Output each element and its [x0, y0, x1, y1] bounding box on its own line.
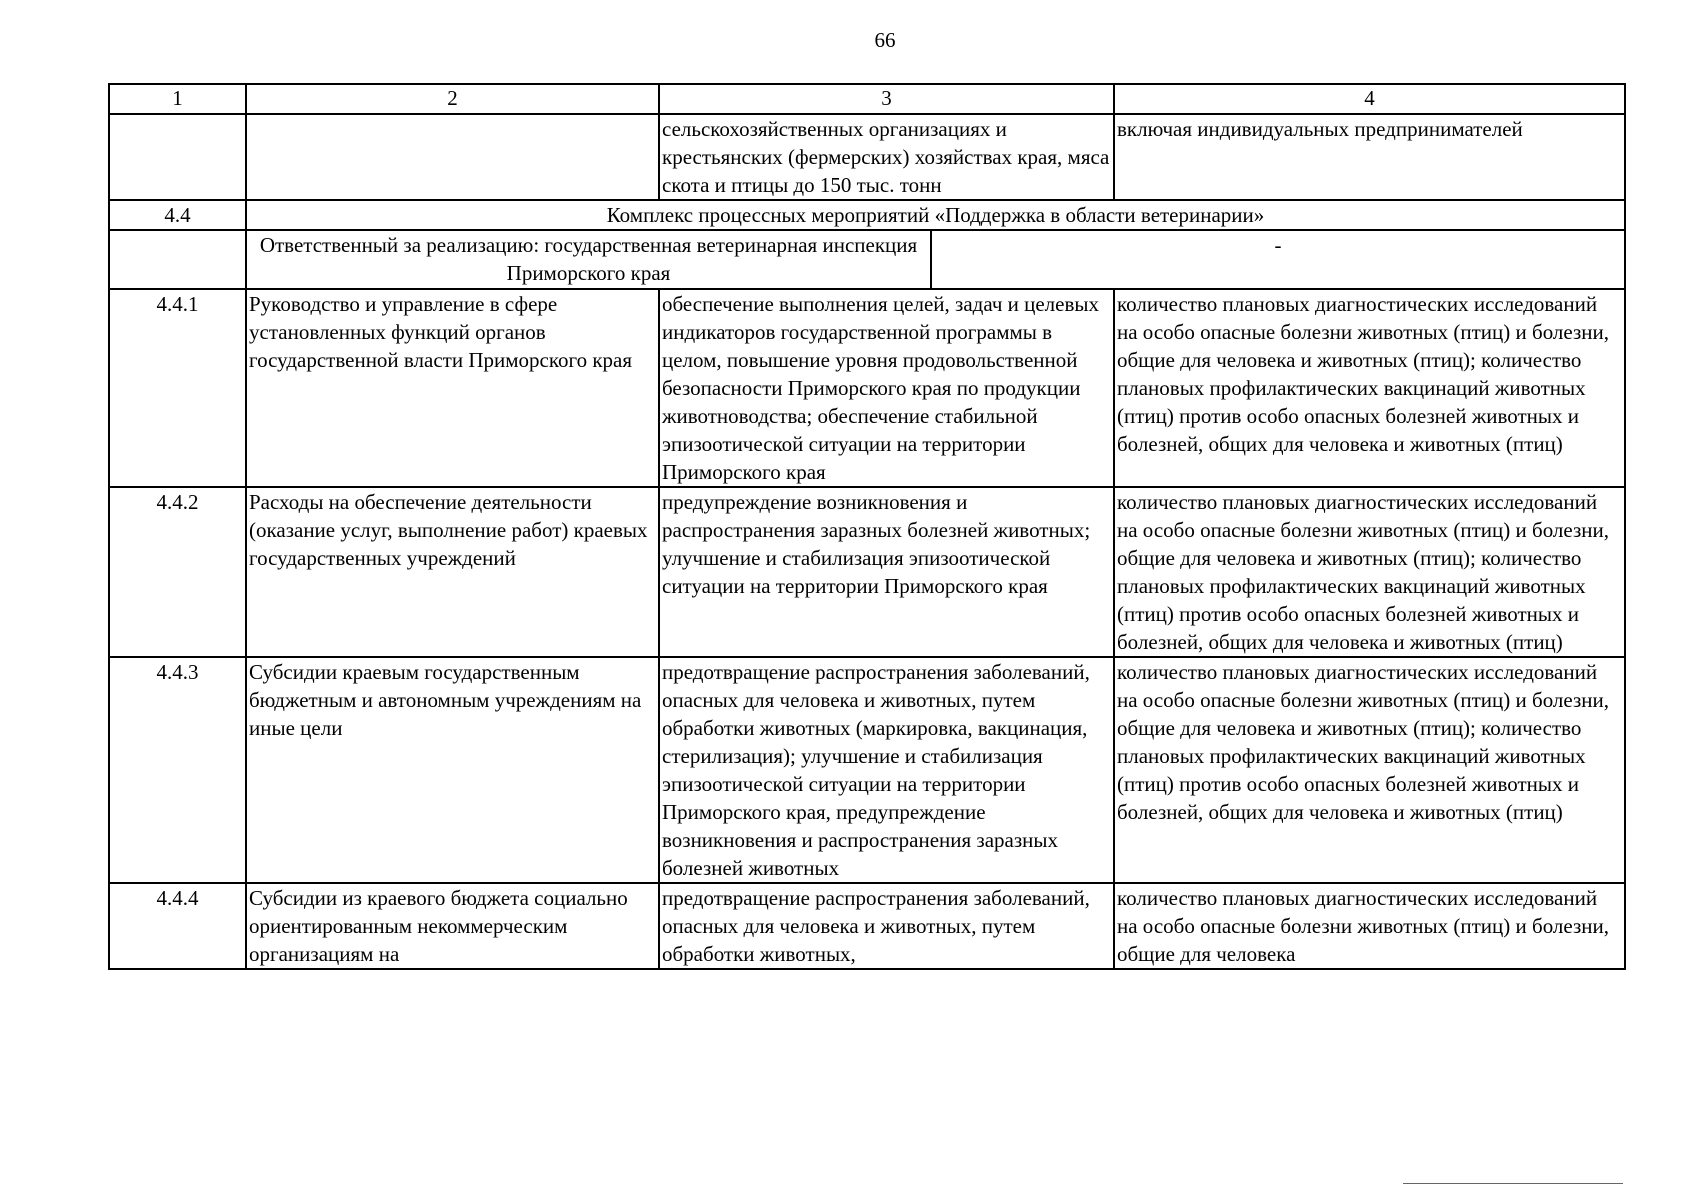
row-indicator: количество плановых диагностических исследований на особо опасные болезни животных (птиц) и болезни, общие для человека: [1114, 883, 1625, 969]
measures-table: [108, 83, 1626, 970]
row-result: обеспечение выполнения целей, задач и целевых индикаторов государственной программы в целом, повышение уровня продовольственной безопасности Приморского края по продукции животноводства; обеспечение стабильной эпизоотической ситуации на территории Приморского края: [659, 289, 1114, 487]
responsible-text: Ответственный за реализацию: государственная ветеринарная инспекция Приморского края: [247, 231, 932, 288]
table-row: [109, 883, 1625, 969]
section-number: 4.4: [109, 200, 246, 230]
footer-rule: [1403, 1183, 1623, 1184]
responsible-empty-cell: [109, 230, 246, 289]
row-indicator: количество плановых диагностических исследований на особо опасные болезни животных (птиц) и болезни, общие для человека и животных (птиц); количество плановых профилактических вакцинаций животных (птиц) против особо опасных болезней животных и болезней, общих для человека и животных (птиц): [1114, 487, 1625, 657]
row-result: предотвращение распространения заболеваний, опасных для человека и животных, путем обработки животных,: [659, 883, 1114, 969]
row-name: Расходы на обеспечение деятельности (оказание услуг, выполнение работ) краевых государственных учреждений: [246, 487, 659, 657]
table-row: [109, 657, 1625, 883]
row-result: предотвращение распространения заболеваний, опасных для человека и животных, путем обработки животных (маркировка, вакцинация, стерилизация); улучшение и стабилизация эпизоотической ситуации на территории Приморского края, предупреждение возникновения и распространения заразных болезней животных: [659, 657, 1114, 883]
row-name: Субсидии краевым государственным бюджетным и автономным учреждениям на иные цели: [246, 657, 659, 883]
section-title: Комплекс процессных мероприятий «Поддержка в области ветеринарии»: [246, 200, 1625, 230]
header-col-2: 2: [246, 84, 659, 114]
header-col-3: 3: [659, 84, 1114, 114]
row-indicator: количество плановых диагностических исследований на особо опасные болезни животных (птиц) и болезни, общие для человека и животных (птиц); количество плановых профилактических вакцинаций животных (птиц) против особо опасных болезней животных и болезней, общих для человека и животных (птиц): [1114, 657, 1625, 883]
header-col-1: 1: [109, 84, 246, 114]
cont-col-4: включая индивидуальных предпринимателей: [1114, 114, 1625, 200]
section-title-row: [109, 200, 1625, 230]
continuation-row: [109, 114, 1625, 200]
row-name: Руководство и управление в сфере установленных функций органов государственной власти Приморского края: [246, 289, 659, 487]
responsible-row: [109, 230, 1625, 289]
row-result: предупреждение возникновения и распространения заразных болезней животных; улучшение и стабилизация эпизоотической ситуации на территории Приморского края: [659, 487, 1114, 657]
page-number: 66: [874, 28, 896, 52]
table-row: [109, 289, 1625, 487]
responsible-value: -: [1274, 233, 1282, 257]
row-indicator: количество плановых диагностических исследований на особо опасные болезни животных (птиц) и болезни, общие для человека и животных (птиц); количество плановых профилактических вакцинаций животных (птиц) против особо опасных болезней животных и болезней, общих для человека и животных (птиц): [1114, 289, 1625, 487]
header-col-4: 4: [1114, 84, 1625, 114]
cont-col-3: сельскохозяйственных организациях и крестьянских (фермерских) хозяйствах края, мяса скота и птицы до 150 тыс. тонн: [659, 114, 1114, 200]
row-number: 4.4.1: [109, 289, 246, 487]
cont-col-2: [246, 114, 659, 200]
row-number: 4.4.3: [109, 657, 246, 883]
cont-col-1: [109, 114, 246, 200]
table-header-row: [109, 84, 1625, 114]
row-number: 4.4.4: [109, 883, 246, 969]
row-name: Субсидии из краевого бюджета социально ориентированным некоммерческим организациям на: [246, 883, 659, 969]
row-number: 4.4.2: [109, 487, 246, 657]
responsible-cell: [246, 230, 1625, 289]
table-row: [109, 487, 1625, 657]
